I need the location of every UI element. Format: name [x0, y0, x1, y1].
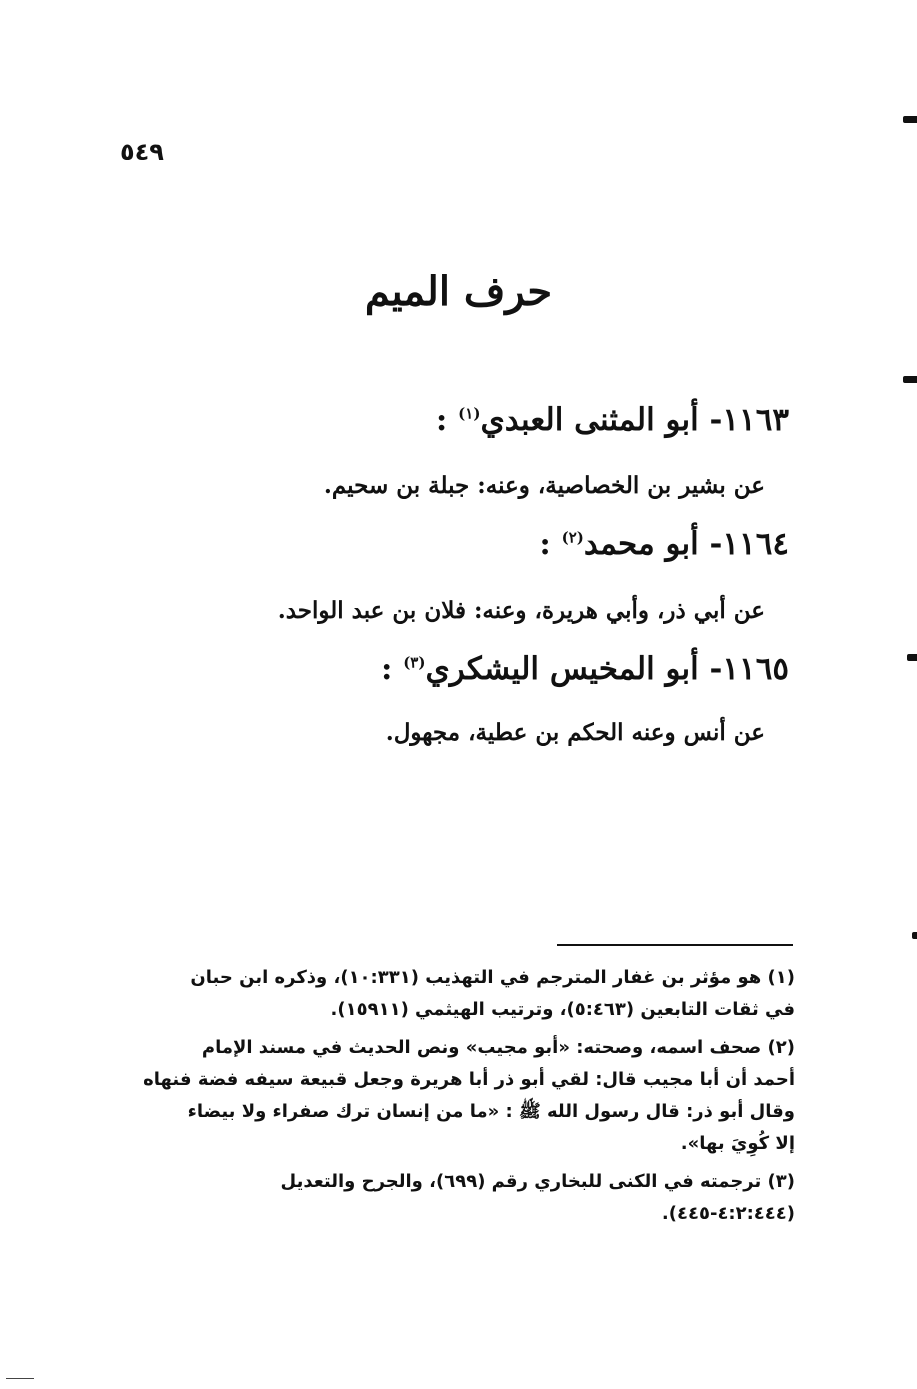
entry-text-1164: عن أبي ذر، وأبي هريرة، وعنه: فلان بن عبد الواحد.	[277, 597, 765, 624]
entry-colon: :	[539, 526, 562, 562]
chapter-title: حرف الميم	[364, 268, 553, 315]
entry-colon: :	[380, 651, 404, 687]
entry-name: ١١٦٥- أبو المخيس اليشكري	[425, 651, 789, 687]
footnote-line: (٣) ترجمته في الكنى للبخاري رقم (٦٩٩)، والجرح والتعديل	[280, 1171, 795, 1192]
footnote-ref: (١)	[458, 404, 481, 423]
scan-edge-mark	[903, 376, 917, 383]
entry-text-1163: عن بشير بن الخصاصية، وعنه: جبلة بن سحيم.	[323, 472, 765, 499]
entry-name: ١١٦٣- أبو المثنى العبدي	[480, 402, 789, 438]
scan-edge-mark	[907, 654, 917, 661]
footnote-2	[140, 1032, 795, 1160]
entry-heading-1165	[381, 651, 789, 687]
footnote-ref: (٢)	[561, 528, 584, 547]
footnote-line: (٤:٢:٤٤٤-٤٤٥).	[661, 1203, 795, 1224]
footnote-line: أحمد أن أبا مجيب قال: لقي أبو ذر أبا هريرة وجعل قبيعة سيفه فضة فنهاه	[143, 1069, 795, 1090]
page-number: ٥٤٩	[120, 138, 164, 166]
entry-text-1165: عن أنس وعنه الحكم بن عطية، مجهول.	[385, 719, 765, 746]
scan-edge-mark	[903, 116, 917, 123]
scan-corner-mark	[6, 1378, 34, 1379]
footnote-line: وقال أبو ذر: قال رسول الله ﷺ : «ما من إنسان ترك صفراء ولا بيضاء	[187, 1101, 795, 1122]
entry-heading-1163	[436, 402, 789, 438]
scan-edge-mark	[912, 932, 917, 939]
entry-name: ١١٦٤- أبو محمد	[583, 526, 789, 562]
entry-colon: :	[435, 402, 459, 438]
footnote-line: في ثقات التابعين (٥:٤٦٣)، وترتيب الهيثمي (١٥٩١١).	[330, 999, 795, 1020]
footnote-line: إلا كُوِيَ بها».	[680, 1133, 795, 1154]
footnote-line: (٢) صحف اسمه، وصحته: «أبو مجيب» ونص الحديث في مسند الإمام	[201, 1037, 795, 1058]
footnotes	[140, 962, 795, 1236]
entry-heading-1164	[539, 526, 789, 562]
footnote-ref: (٣)	[403, 653, 426, 672]
footnote-1	[140, 962, 795, 1026]
footnote-3	[140, 1166, 795, 1230]
footnote-separator	[557, 944, 793, 946]
footnote-line: (١) هو مؤثر بن غفار المترجم في التهذيب (١٠:٣٣١)، وذكره ابن حبان	[190, 967, 795, 988]
